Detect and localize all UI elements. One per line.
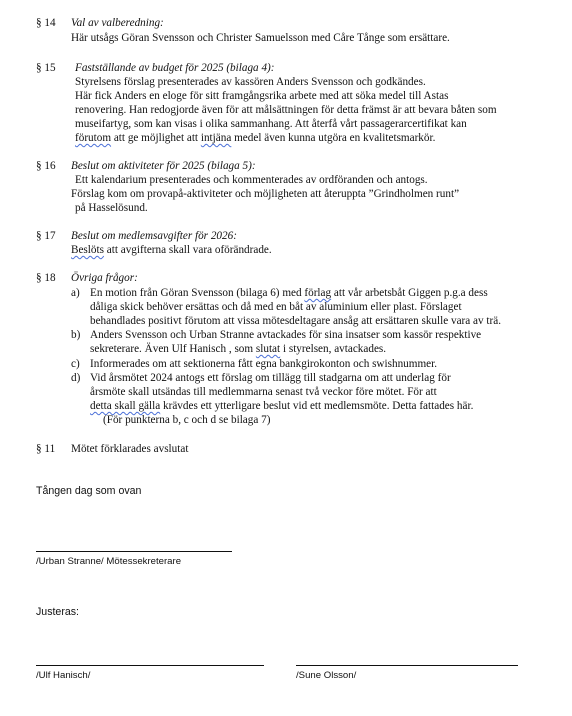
adjusters-label: Justeras: <box>36 606 79 618</box>
section-14-number: § 14 <box>36 17 56 29</box>
section-15-line-2: Här fick Anders en eloge för sitt framgångsrika arbete med att söka medel till Astas <box>75 90 449 102</box>
text-segment: krävdes ett ytterligare beslut vid ett medlemsmöte. Detta fattades här. <box>160 400 474 412</box>
item-c-line-1: Informerades om att sektionerna fått egna bankgirokonton och swishnummer. <box>90 358 438 370</box>
item-a-line-2: dåliga skick behöver ersättas och då med en båt av aluminium eller plast. Förslaget <box>90 301 462 313</box>
section-11-text: Mötet förklarades avslutat <box>71 443 189 455</box>
item-b-line-1: Anders Svensson och Urban Stranne avtackades för sina insatser som kassör respektive <box>90 329 482 341</box>
item-d-label: d) <box>71 372 81 384</box>
section-16-number: § 16 <box>36 160 56 172</box>
section-15-title: Fastställande av budget för 2025 (bilaga 4): <box>75 62 275 74</box>
section-16-title: Beslut om aktiviteter för 2025 (bilaga 5): <box>71 160 256 172</box>
signature-secretary: /Urban Stranne/ Mötessekreterare <box>36 556 182 567</box>
spellcheck-word: slutat <box>255 343 281 355</box>
text-segment: att ge möjlighet att <box>111 132 201 144</box>
section-15-line-4: museifartyg, som kan visas i olika sammanhang. Att återfå vårt passagerarcertifikat kan <box>75 118 467 130</box>
section-11-number: § 11 <box>36 443 56 455</box>
signature-adjuster-1: /Ulf Hanisch/ <box>36 670 91 681</box>
section-14-title: Val av valberedning: <box>71 17 164 29</box>
section-17-number: § 17 <box>36 230 56 242</box>
signature-line-adjuster-1 <box>36 665 264 666</box>
section-15-line-1: Styrelsens förslag presenterades av kassören Anders Svensson och godkändes. <box>75 76 426 88</box>
section-15-line-5 <box>75 132 435 145</box>
item-d-line-1: Vid årsmötet 2024 antogs ett förslag om tillägg till stadgarna om att underlag för <box>90 372 451 384</box>
spellcheck-word: Beslöts <box>71 244 104 256</box>
item-b-label: b) <box>71 329 81 341</box>
section-16-line-3: på Hasselösund. <box>75 202 148 214</box>
item-a-line-3: behandlades positivt förutom att vissa mötesdeltagare ansåg att ersättaren skulle vara av trä. <box>90 315 501 327</box>
spellcheck-word: intjäna <box>200 132 232 144</box>
section-15-line-3: renovering. Han redogjorde även för att målsättningen för detta främst är att bevara båten som <box>75 104 497 116</box>
section-18-title: Övriga frågor: <box>71 272 138 284</box>
place-date: Tången dag som ovan <box>36 485 142 497</box>
item-d-line-4: (För punkterna b, c och d se bilaga 7) <box>103 414 271 426</box>
spellcheck-phrase: detta skall gälla <box>90 400 161 412</box>
text-segment: En motion från Göran Svensson (bilaga 6) med <box>90 287 305 299</box>
item-b-line-2 <box>90 343 386 356</box>
item-d-line-2: årsmöte skall utsändas till medlemmarna senast två veckor före mötet. För att <box>90 386 437 398</box>
text-segment: sekreterare. Även Ulf Hanisch , som <box>90 343 256 355</box>
text-segment: medel även kunna utgöra en kvalitetsmarkör. <box>231 132 436 144</box>
text-segment: i styrelsen, avtackades. <box>280 343 387 355</box>
section-17-title: Beslut om medlemsavgifter för 2026: <box>71 230 237 242</box>
spellcheck-word: förlag <box>304 287 332 299</box>
text-segment: att avgifterna skall vara oförändrade. <box>103 244 272 256</box>
item-a-line-1 <box>90 287 488 300</box>
section-16-line-2: Förslag kom om provapå-aktiviteter och möjligheten att återuppta ”Grindholmen runt” <box>71 188 460 200</box>
section-15-number: § 15 <box>36 62 56 74</box>
item-c-label: c) <box>71 358 80 370</box>
signature-line-adjuster-2 <box>296 665 518 666</box>
signature-adjuster-2: /Sune Olsson/ <box>296 670 357 681</box>
section-14-text: Här utsågs Göran Svensson och Christer Samuelsson med Cåre Tånge som ersättare. <box>71 32 450 44</box>
item-a-label: a) <box>71 287 80 299</box>
text-segment: att vår arbetsbåt Giggen p.g.a dess <box>331 287 488 299</box>
section-18-number: § 18 <box>36 272 56 284</box>
section-17-text <box>71 244 272 257</box>
item-d-line-3 <box>90 400 473 413</box>
section-16-line-1: Ett kalendarium presenterades och kommenterades av ordföranden och antogs. <box>75 174 428 186</box>
signature-line-secretary <box>36 551 232 552</box>
spellcheck-word: förutom <box>75 132 112 144</box>
